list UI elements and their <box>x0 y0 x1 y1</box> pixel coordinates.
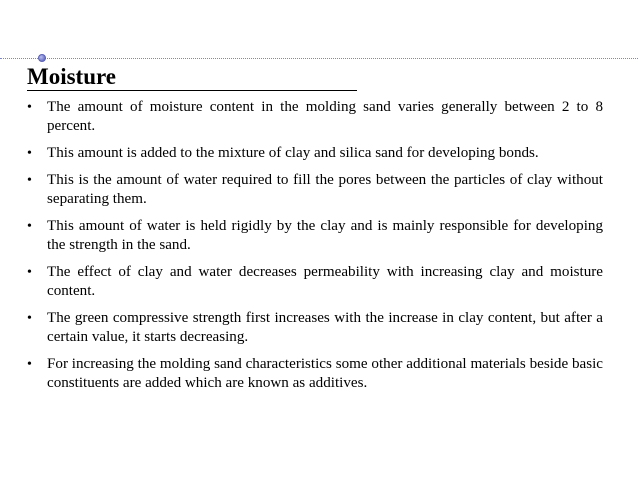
bullet-text: The green compressive strength first increases with the increase in clay content, but after a certain value, it starts decreasing. <box>47 310 603 345</box>
bullet-icon: • <box>27 265 32 280</box>
top-divider-line <box>0 58 638 59</box>
title-underline <box>27 63 357 91</box>
bullet-item <box>27 309 603 347</box>
bullet-text: The effect of clay and water decreases permeability with increasing clay and moisture content. <box>47 264 603 299</box>
bullet-list <box>27 98 603 401</box>
bullet-text: For increasing the molding sand characteristics some other additional materials beside basic constituents are added which are known as additives. <box>47 356 603 391</box>
bullet-item <box>27 355 603 393</box>
bullet-icon: • <box>27 173 32 188</box>
bullet-icon: • <box>27 146 32 161</box>
bullet-icon: • <box>27 219 32 234</box>
bullet-text: This amount is added to the mixture of clay and silica sand for developing bonds. <box>47 145 539 161</box>
slide-title: Moisture <box>27 64 117 89</box>
bullet-icon: • <box>27 100 32 115</box>
bullet-item <box>27 171 603 209</box>
bullet-icon: • <box>27 357 32 372</box>
bullet-text: This is the amount of water required to fill the pores between the particles of clay without separating them. <box>47 172 603 207</box>
bullet-item <box>27 263 603 301</box>
bullet-icon: • <box>27 311 32 326</box>
divider-node-icon <box>38 54 46 62</box>
bullet-item <box>27 144 603 163</box>
bullet-text: The amount of moisture content in the molding sand varies generally between 2 to 8 percent. <box>47 99 603 134</box>
bullet-text: This amount of water is held rigidly by the clay and is mainly responsible for developing the strength in the sand. <box>47 218 603 253</box>
bullet-item <box>27 98 603 136</box>
bullet-item <box>27 217 603 255</box>
